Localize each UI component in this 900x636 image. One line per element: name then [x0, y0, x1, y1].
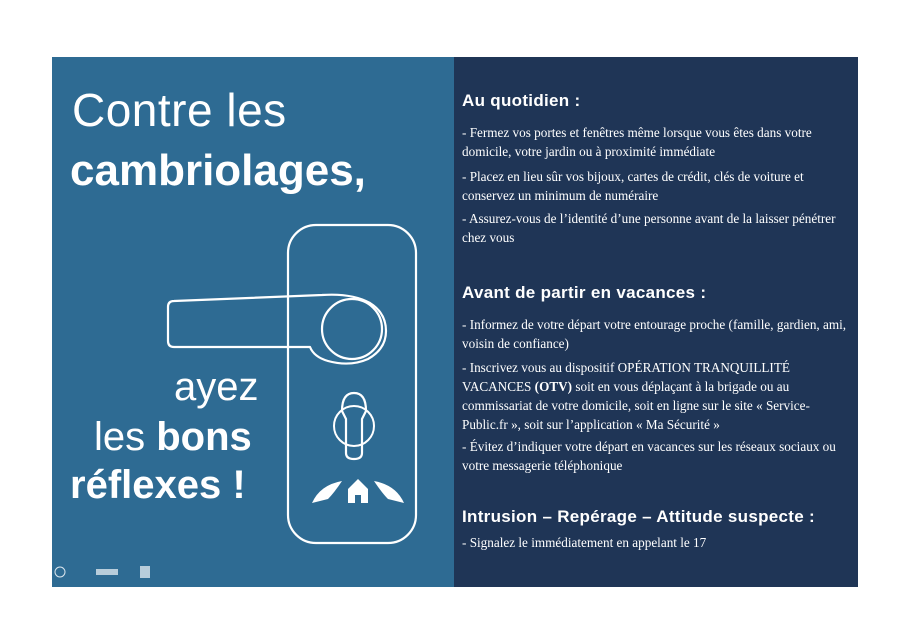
headline-line2: cambriolages,	[70, 146, 366, 195]
subheadline-line1: ayez	[174, 365, 259, 409]
poster	[52, 57, 858, 587]
handle-lever-outline	[168, 295, 386, 364]
section-title-daily: Au quotidien :	[462, 91, 581, 110]
keyhole-icon	[342, 393, 366, 459]
daily-item-3: - Assurez-vous de l’identité d’une personne avant de la laisser pénétrer chez vous	[462, 211, 836, 245]
holiday-item-2-part-b: soit en vous déplaçant à la brigade ou au commissariat de votre domicile, soit en ligne sur le site « Service-Public.fr », soit sur l’application « Ma Sécurité »	[462, 379, 810, 432]
section-title-holidays: Avant de partir en vacances :	[462, 283, 707, 302]
hands-house-icon	[312, 479, 404, 503]
subheadline-line3: réflexes !	[70, 463, 246, 507]
door-handle-illustration	[52, 57, 454, 587]
subheadline-line2	[94, 417, 252, 457]
headline-line1: Contre les	[72, 84, 287, 136]
holiday-item-3: - Évitez d’indiquer votre départ en vacances sur les réseaux sociaux ou votre messagerie téléphonique	[462, 439, 836, 473]
partner-logos	[52, 562, 172, 582]
daily-item-2: - Placez en lieu sûr vos bijoux, cartes de crédit, clés de voiture et conservez un minimum de numéraire	[462, 169, 804, 203]
otv-label: (OTV)	[534, 379, 573, 394]
subheadline-line2-bold: bons	[156, 415, 252, 459]
subheadline-line2-thin: les	[94, 415, 157, 459]
logos-graphic	[52, 562, 172, 582]
holiday-item-2-part-a: - Inscrivez vous au dispositif OPÉRATION TRANQUILLITÉ VACANCES	[462, 360, 790, 394]
left-panel	[52, 57, 454, 587]
intrusion-item-1: - Signalez le immédiatement en appelant le 17	[462, 535, 707, 550]
daily-item-1: - Fermez vos portes et fenêtres même lorsque vous êtes dans votre domicile, votre jardin ou à proximité immédiate	[462, 125, 812, 159]
holiday-item-1: - Informez de votre départ votre entourage proche (famille, gardien, ami, voisin de confiance)	[462, 317, 847, 351]
right-panel	[454, 57, 858, 587]
holiday-item-2	[462, 358, 847, 434]
section-title-intrusion: Intrusion – Repérage – Attitude suspecte :	[462, 507, 815, 526]
